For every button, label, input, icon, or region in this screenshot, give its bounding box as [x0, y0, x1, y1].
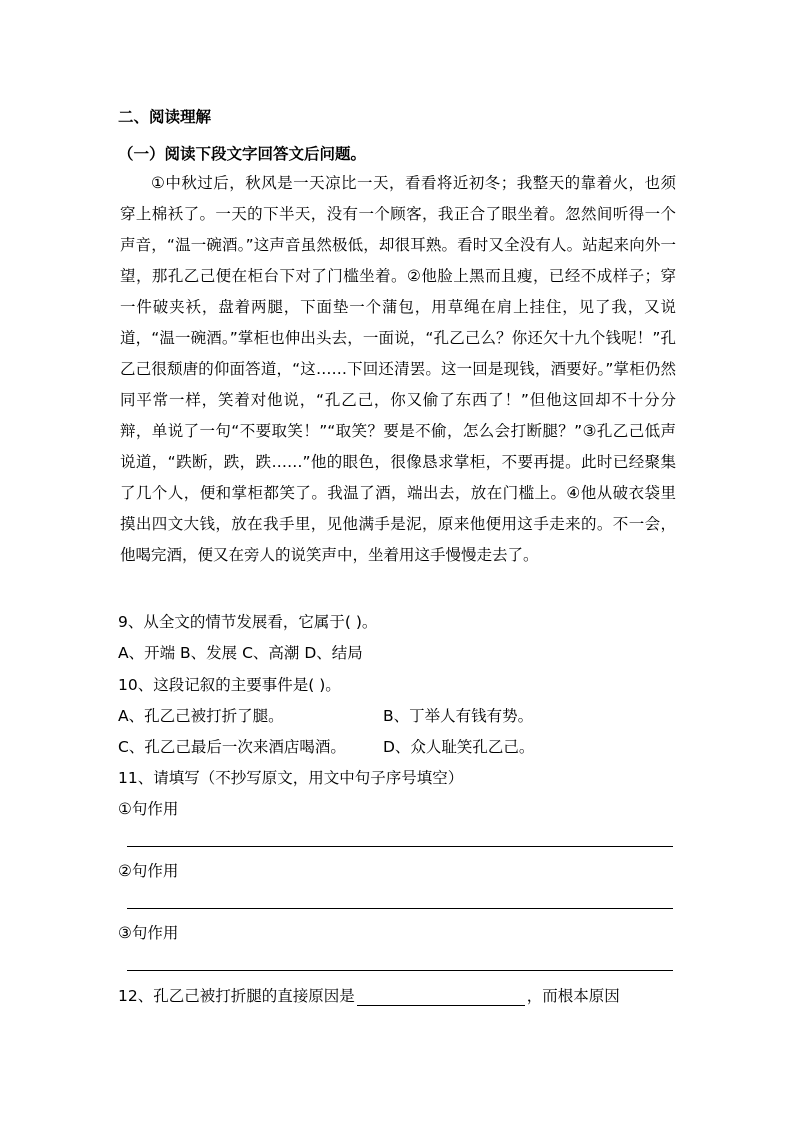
question-9-stem: 9、从全文的情节发展看，它属于( )。 — [118, 613, 378, 631]
section-title: 二、阅读理解 — [118, 108, 212, 126]
question-10-option-a: A、孔乙己被打折了腿。 — [118, 707, 284, 725]
question-11-item-3: ③句作用 — [118, 924, 179, 942]
question-11-stem: 11、请填写（不抄写原文，用文中句子序号填空） — [118, 769, 464, 787]
reading-passage: ①中秋过后，秋风是一天凉比一天，看看将近初冬；我整天的靠着火，也须穿上棉袄了。一天的下半天，没有一个顾客，我正合了眼坐着。忽然间听得一个声音，“温一碗酒。”这声音虽然极低，却很耳熟。看时又全没有人。站起来向外一望，那孔乙己便在柜台下对了门槛坐着。②他脸上黑而且瘦，已经不成样子；穿一件破夹袄，盘着两腿，下面垫一个蒲包，用草绳在肩上挂住，见了我，又说道，“温一碗酒。”掌柜也伸出头去，一面说，“孔乙己么？你还欠十九个钱呢！”孔乙己很颓唐的仰面答道，“这……下回还清罢。这一回是现钱，酒要好。”掌柜仍然同平常一样，笑着对他说，“孔乙己，你又偷了东西了！”但他这回却不十分分辩，单说了一句“不要取笑！”“取笑？要是不偷，怎么会打断腿？”③孔乙己低声说道，“跌断，跌，跌……”他的眼色，很像恳求掌柜，不要再提。此时已经聚集了几个人，便和掌柜都笑了。我温了酒，端出去，放在门槛上。④他从破衣袋里摸出四文大钱，放在我手里，见他满手是泥，原来他便用这手走来的。不一会，他喝完酒，便又在旁人的说笑声中，坐着用这手慢慢走去了。 — [120, 174, 676, 564]
question-12 — [118, 986, 620, 1006]
question-9-options: A、开端 B、发展 C、高潮 D、结局 — [118, 644, 363, 662]
question-12-stem-after: ，而根本原因 — [526, 987, 620, 1005]
question-10-option-c: C、孔乙己最后一次来酒店喝酒。 — [118, 738, 346, 756]
question-11-item-1: ①句作用 — [118, 800, 179, 818]
answer-blank-direct-cause[interactable] — [357, 987, 525, 1006]
question-10-stem: 10、这段记叙的主要事件是( )。 — [118, 676, 341, 694]
subsection-title: （一）阅读下段文字回答文后问题。 — [118, 145, 367, 163]
answer-line-3[interactable] — [127, 970, 673, 971]
question-12-stem-before: 12、孔乙己被打折腿的直接原因是 — [118, 987, 355, 1005]
question-10-option-d: D、众人耻笑孔乙己。 — [383, 738, 535, 756]
question-11-item-2: ②句作用 — [118, 862, 179, 880]
question-10-option-b: B、丁举人有钱有势。 — [383, 707, 534, 725]
answer-line-1[interactable] — [127, 846, 673, 847]
answer-line-2[interactable] — [127, 908, 673, 909]
